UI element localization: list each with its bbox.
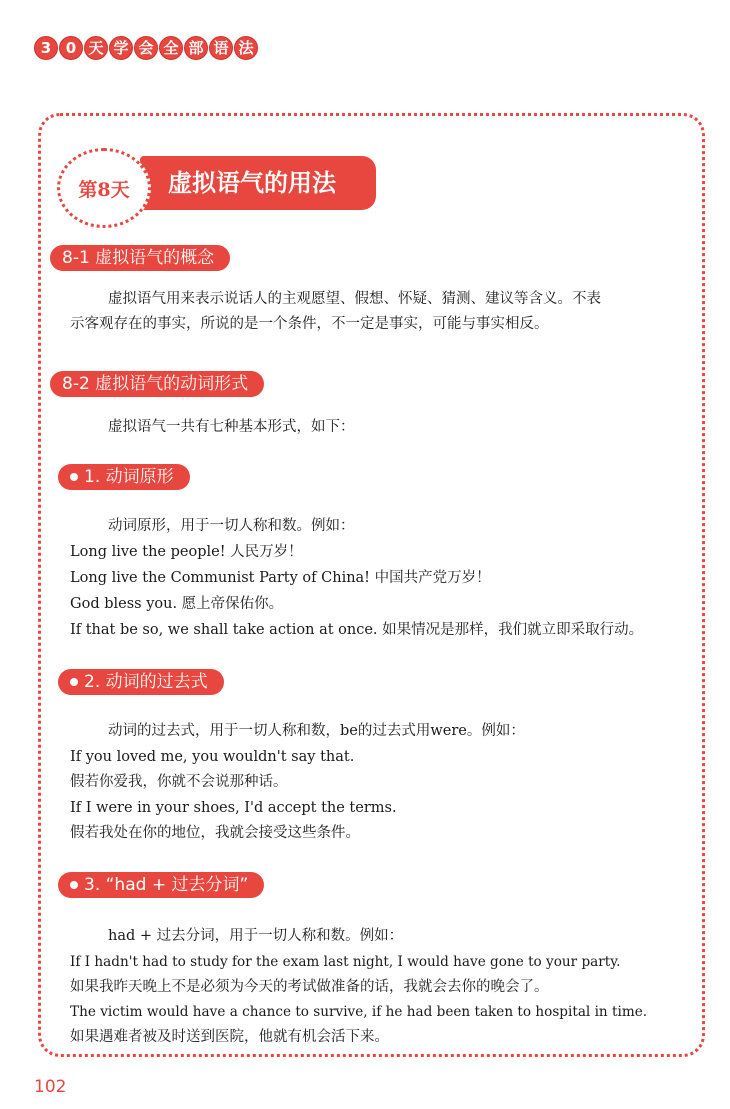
example-line: If I hadn't had to study for the exam last night, I would have gone to your party.: [70, 954, 621, 970]
bullet-dot: [70, 678, 78, 686]
subheading-label: 3. “had + 过去分词”: [84, 875, 249, 895]
example-line: If that be so, we shall take action at once. 如果情况是那样，我们就立即采取行动。: [70, 622, 644, 638]
example-line: 假若我处在你的地位，我就会接受这些条件。: [70, 825, 360, 841]
paragraph-line: 动词的过去式，用于一切人称和数，be的过去式用were。例如：: [108, 723, 525, 739]
series-title-char: 学: [109, 36, 133, 60]
subheading-label: 1. 动词原形: [84, 467, 174, 487]
series-title-char: 全: [159, 36, 183, 60]
section-heading-8-2: [50, 371, 264, 397]
page-number: 102: [34, 1077, 67, 1097]
example-line: God bless you. 愿上帝保佑你。: [70, 596, 284, 612]
section-heading-label: 8-2 虚拟语气的动词形式: [62, 374, 249, 394]
bullet-dot: [70, 473, 78, 481]
paragraph-line: 虚拟语气用来表示说话人的主观愿望、假想、怀疑、猜测、建议等含义。不表: [108, 291, 601, 307]
series-title-char: 部: [184, 36, 208, 60]
subheading-1: [58, 464, 190, 490]
subheading-2: [58, 669, 224, 695]
paragraph-line: 虚拟语气一共有七种基本形式，如下：: [108, 419, 355, 435]
series-title-char: 0: [59, 36, 83, 60]
series-title-char: 法: [234, 36, 258, 60]
series-title-char: 会: [134, 36, 158, 60]
section-heading-label: 8-1 虚拟语气的概念: [62, 248, 215, 268]
example-line: If you loved me, you wouldn't say that.: [70, 749, 355, 765]
series-title-char: 3: [34, 36, 58, 60]
paragraph-line: had + 过去分词，用于一切人称和数。例如：: [108, 928, 404, 944]
paragraph-line: 示客观存在的事实，所说的是一个条件，不一定是事实，可能与事实相反。: [70, 316, 549, 332]
bullet-dot: [70, 881, 78, 889]
example-line: Long live the people! 人民万岁！: [70, 544, 303, 560]
example-line: 如果我昨天晚上不是必须为今天的考试做准备的话，我就会去你的晚会了。: [70, 979, 549, 995]
example-line: 如果遇难者被及时送到医院，他就有机会活下来。: [70, 1029, 389, 1045]
paragraph-line: 动词原形，用于一切人称和数。例如：: [108, 518, 355, 534]
section-heading-8-1: [50, 245, 230, 271]
example-line: The victim would have a chance to survive, if he had been taken to hospital in time.: [70, 1004, 648, 1020]
series-title-char: 天: [84, 36, 108, 60]
series-title: [34, 36, 258, 60]
series-title-char: 语: [209, 36, 233, 60]
subheading-3: [58, 872, 264, 898]
example-line: Long live the Communist Party of China! 中国共产党万岁！: [70, 570, 491, 586]
example-line: If I were in your shoes, I'd accept the terms.: [70, 800, 397, 816]
example-line: 假若你爱我，你就不会说那种话。: [70, 774, 288, 790]
subheading-label: 2. 动词的过去式: [84, 672, 208, 692]
day-badge: 第8天: [57, 148, 151, 228]
chapter-title: 虚拟语气的用法: [140, 156, 376, 210]
